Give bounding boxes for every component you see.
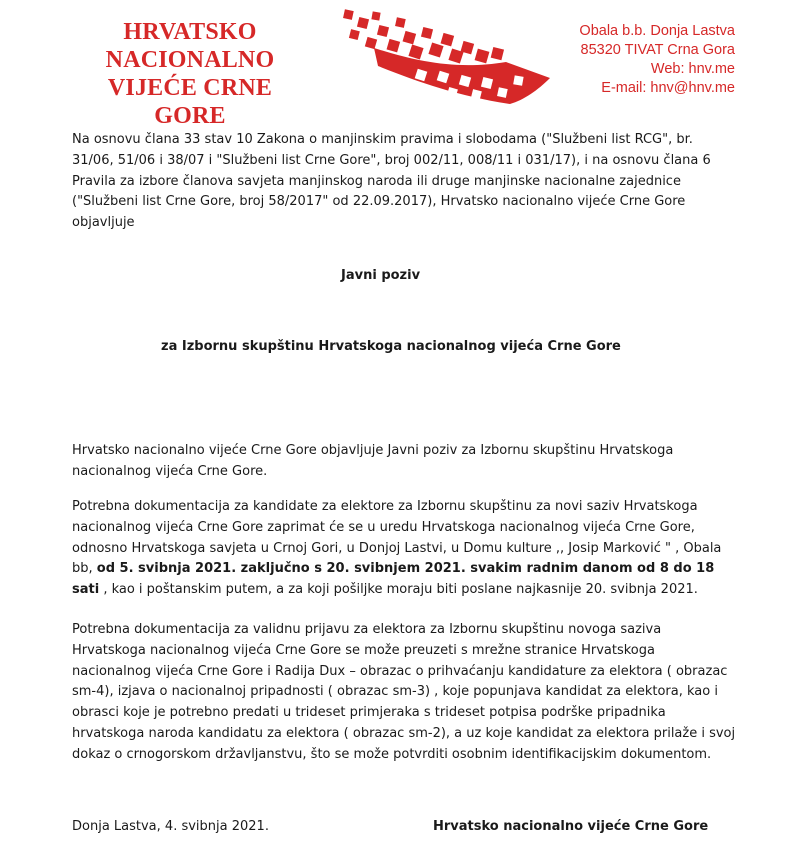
para2-start: Potrebna dokumentacija za kandidate za elektore za Izbornu skupštinu za novi saziv Hrvatskoga nacionalnog vijeća Crne Gore zaprimat će se u uredu Hrvatskoga nacionalnog vijeća Crne Gore, odnosno Hrvatskoga savjeta u Crnoj Gori, u Donjoj Lastvi, u Domu kulture ,, Josip Marković " , Obala bb, <box>72 499 722 577</box>
para2-deadline: od 5. svibnja 2021. zaključno s 20. svibnjem 2021. svakim radnim danom od 8 do 18 sati <box>72 561 715 598</box>
body-paragraph-3: Potrebna dokumentacija za validnu prijavu za elektora za Izbornu skupštinu novoga saziva Hrvatskoga nacionalnog vijeća Crne Gore se može preuzeti s mrežne stranice Hrvatskoga nacionalnog vijeća Crne Gore i Radija Dux – obrazac o prihvaćanju kandidature za elektora ( obrazac sm-4), izjava o nacionalnoj pripadnosti ( obrazac sm-3) , koje popunjava kandidat za elektora, kao i obrasci koje je potrebno predati u trideset primjeraka s trideset potpisa podrške pripadnika hrvatskoga naroda kandidatu za elektora ( obrazac sm-2), a uz koje kandidat za elektora prilaže i svoj dokaz o crnogorskom državljanstvu, što se može potvrditi osobnim identifikacijskim dokumentom. <box>72 622 736 762</box>
intro-paragraph: Na osnovu člana 33 stav 10 Zakona o manjinskim pravima i slobodama ("Službeni list RCG", br. 31/06, 51/06 i 38/07 i "Službeni list Crne Gore", broj 002/11, 008/11 i 031/17), i na osnovu člana 6 Pravila za izbore članova savjeta manjinskog naroda ili druge manjinske nacionalne zajednice ("Službeni list Crne Gore, broj 58/2017" od 22.09.2017), Hrvatsko nacionalno vijeće Crne Gore objavljuje <box>72 132 711 231</box>
document-subtitle: za Izbornu skupštinu Hrvatskoga nacionalnog vijeća Crne Gore <box>161 339 621 354</box>
body-paragraph-2 <box>72 497 737 601</box>
contact-address: Obala b.b. Donja Lastva <box>579 23 735 39</box>
signature: Hrvatsko nacionalno vijeće Crne Gore <box>433 819 709 834</box>
org-name-line-3: VIJEĆE CRNE GORE <box>107 75 273 129</box>
checkered-flag-logo-icon <box>338 4 558 108</box>
contact-email: E-mail: hnv@hnv.me <box>601 80 735 96</box>
body-paragraph-1: Hrvatsko nacionalno vijeće Crne Gore objavljuje Javni poziv za Izbornu skupštinu Hrvatskoga nacionalnog vijeća Crne Gore. <box>72 443 674 479</box>
place-date: Donja Lastva, 4. svibnja 2021. <box>72 819 269 834</box>
para2-end: , kao i poštanskim putem, a za koji pošiljke moraju biti poslane najkasnije 20. svibnja 2021. <box>99 582 698 598</box>
org-name-line-2: NACIONALNO <box>105 47 275 73</box>
contact-web: Web: hnv.me <box>650 61 735 77</box>
contact-block <box>579 22 735 98</box>
contact-city: 85320 TIVAT Crna Gora <box>580 42 735 58</box>
org-name-line-1: HRVATSKO <box>123 19 257 45</box>
document-title: Javni poziv <box>341 268 421 283</box>
organization-name <box>70 18 310 130</box>
